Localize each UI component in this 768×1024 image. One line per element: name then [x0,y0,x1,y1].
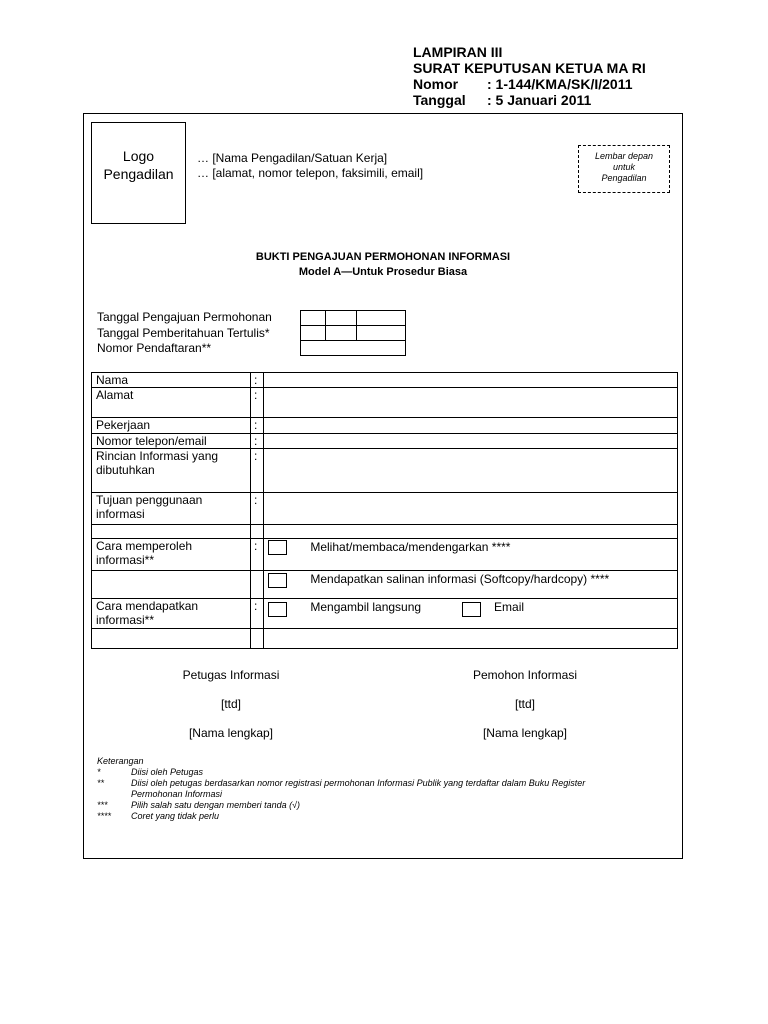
colon: : [251,388,264,418]
rincian-field[interactable] [264,449,678,493]
date-notified-year[interactable] [357,326,406,341]
pemohon-name: [Nama lengkap] [482,726,568,740]
colon: : [251,493,264,525]
note-4 [97,811,585,822]
header-tanggal [413,92,646,108]
pekerjaan-label: Pekerjaan [92,418,251,434]
rincian-label-line1: Rincian Informasi yang [96,449,219,463]
alamat-field[interactable] [264,388,678,418]
empty-cell [264,629,678,649]
pemohon-signature [425,668,625,740]
front-sheet-line1: Lembar depan [594,151,654,161]
note-3-text: Pilih salah satu dengan memberi tanda (√) [131,800,301,810]
note-4-key: **** [97,811,112,821]
header-nomor [413,76,646,92]
petugas-ttd: [ttd] [220,697,241,711]
rincian-label [92,449,251,493]
alamat-label: Alamat [92,388,251,418]
cara-memperoleh-line1: Cara memperoleh [96,539,193,553]
reg-number-field[interactable] [301,341,406,356]
petugas-name: [Nama lengkap] [188,726,274,740]
spacer-cell [251,525,264,539]
checkbox-salinan[interactable] [268,573,287,588]
note-2-text-cont: Permohonan Informasi [131,789,223,799]
date-notified-day[interactable] [301,326,326,341]
pekerjaan-field[interactable] [264,418,678,434]
decree-header [413,44,646,108]
tujuan-label [92,493,251,525]
note-3-key: *** [97,800,108,810]
notes-title: Keterangan [97,756,144,766]
cara-mendapatkan-label [92,599,251,629]
petugas-title: Petugas Informasi [182,668,280,682]
court-logo-placeholder [91,122,186,224]
date-submitted-year[interactable] [357,311,406,326]
header-line1: LAMPIRAN III [413,44,503,60]
date-submitted-day[interactable] [301,311,326,326]
cara-mendapatkan-line1: Cara mendapatkan [96,599,199,613]
note-1 [97,767,585,778]
date-notified-label: Tanggal Pemberitahuan Tertulis* [97,325,270,340]
option-melihat [264,539,678,571]
option-salinan [264,571,678,599]
cara-memperoleh-line2: informasi** [96,553,155,567]
front-sheet-line2: untuk [612,162,636,172]
empty-cell [92,571,251,599]
empty-cell [92,629,251,649]
form-title [83,250,683,280]
note-2 [97,778,585,789]
rincian-label-line2: dibutuhkan [96,463,155,477]
option-langsung-label: Mengambil langsung [310,600,422,614]
note-2-cont [97,789,585,800]
date-submitted-label: Tanggal Pengajuan Permohonan [97,310,272,324]
colon: : [251,599,264,629]
court-address: … [alamat, nomor telepon, faksimili, email] [197,166,424,180]
tanggal-value: : 5 Januari 2011 [487,92,592,108]
front-sheet-line3: Pengadilan [601,173,647,183]
telepon-label: Nomor telepon/email [92,434,251,449]
applicant-form [91,372,678,649]
colon: : [251,434,264,449]
option-pengambilan [264,599,678,629]
note-3 [97,800,585,811]
tanggal-label: Tanggal [413,92,466,108]
court-name: … [Nama Pengadilan/Satuan Kerja] [197,151,388,165]
nama-field[interactable] [264,373,678,388]
note-2-key: ** [97,778,105,788]
note-1-key: * [97,767,101,777]
option-salinan-label: Mendapatkan salinan informasi (Softcopy/hardcopy) **** [310,572,610,586]
nomor-label: Nomor [413,76,459,92]
checkbox-melihat[interactable] [268,540,287,555]
note-2-text: Diisi oleh petugas berdasarkan nomor registrasi permohonan Informasi Publik yang terdaftar dalam Buku Register [131,778,586,788]
nama-label: Nama [92,373,251,388]
empty-cell [251,629,264,649]
pemohon-ttd: [ttd] [514,697,535,711]
telepon-field[interactable] [264,434,678,449]
note-1-text: Diisi oleh Petugas [131,767,204,777]
colon: : [251,373,264,388]
tujuan-label-line1: Tujuan penggunaan [96,493,203,507]
option-email-label: Email [494,600,525,614]
logo-line2: Pengadilan [103,166,174,182]
option-melihat-label: Melihat/membaca/mendengarkan **** [310,540,511,554]
tujuan-field[interactable] [264,493,678,525]
spacer-cell [264,525,678,539]
date-submitted-month[interactable] [326,311,357,326]
header-line2: SURAT KEPUTUSAN KETUA MA RI [413,60,646,76]
checkbox-langsung[interactable] [268,602,287,617]
note-4-text: Coret yang tidak perlu [131,811,220,821]
colon: : [251,539,264,571]
registration-table [300,310,406,356]
cara-memperoleh-label [92,539,251,571]
tujuan-label-line2: informasi [96,507,145,521]
colon: : [251,418,264,434]
title-main: BUKTI PENGAJUAN PERMOHONAN INFORMASI [255,251,511,263]
registration-labels [97,310,272,357]
colon: : [251,449,264,493]
petugas-signature [131,668,331,740]
logo-line1: Logo [122,148,155,164]
date-notified-month[interactable] [326,326,357,341]
front-sheet-note [578,145,670,193]
notes [97,756,585,822]
pemohon-title: Pemohon Informasi [472,668,578,682]
title-sub: Model A—Untuk Prosedur Biasa [298,266,468,278]
cara-mendapatkan-line2: informasi** [96,613,155,627]
checkbox-email[interactable] [462,602,481,617]
court-info [197,151,423,181]
spacer-cell [92,525,251,539]
reg-number-label: Nomor Pendaftaran** [97,341,212,355]
nomor-value: : 1-144/KMA/SK/I/2011 [487,76,633,92]
empty-cell [251,571,264,599]
